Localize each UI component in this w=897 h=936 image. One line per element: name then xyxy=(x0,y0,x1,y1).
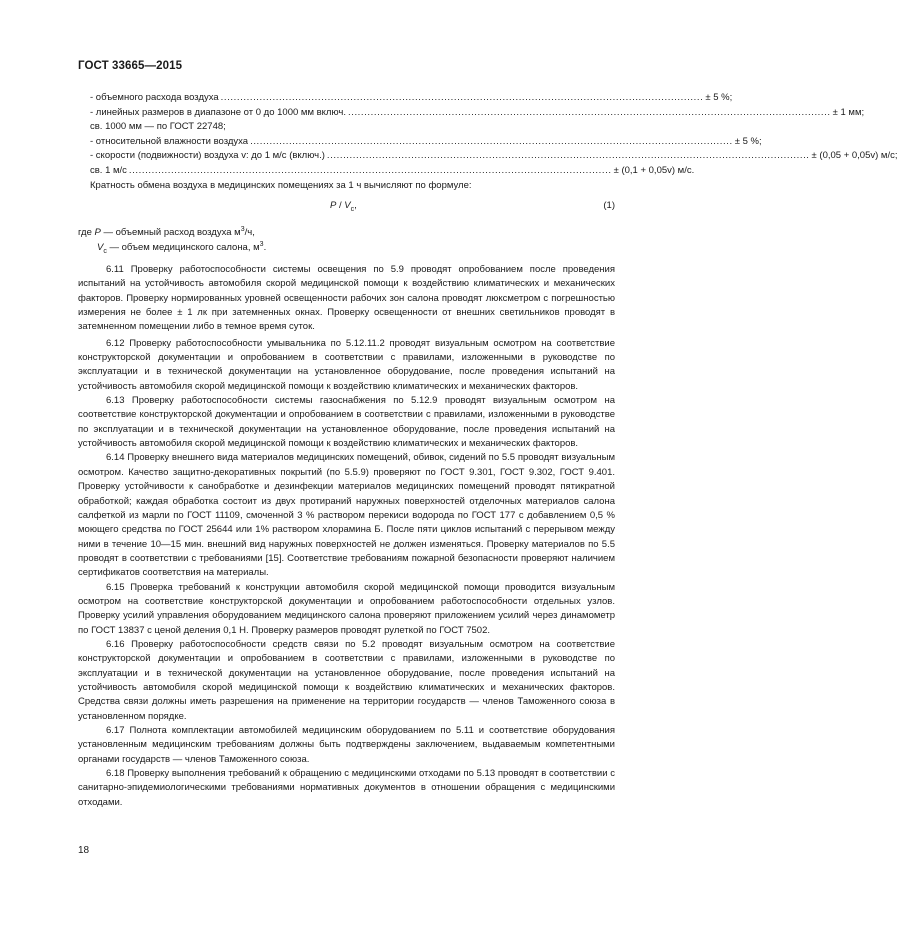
error-item: - линейных размеров в диапазоне от 0 до 1000 мм включ. ..................................................................................................................................................... ± 1 мм; xyxy=(90,106,563,121)
error-item: - скорости (подвижности) воздуха v: до 1 м/с (включ.) ..................................................................................................................................................... ± (0,05 + 0,05v) м/с; xyxy=(90,149,563,164)
legend-p: где P — объемный расход воздуха $м^3/ч$, xyxy=(78,225,255,238)
formula-expression: P / $V_c$, xyxy=(330,200,357,213)
paragraph-6-17: 6.17 Полнота комплектации автомобилей медицинским оборудованием по 5.11 и соответствие оборудования установленным медицинским требованиям должны быть подтверждены заключением, выдаваемым компетентными органами государств — членов Таможенного союза. xyxy=(78,725,615,765)
dot-leader: ..................................................................................................................................................... xyxy=(326,150,810,162)
paragraph-6-15: 6.15 Проверка требований к конструкции автомобиля скорой медицинской помощи проводится визуальным осмотром на соответствие конструкторской документации и опробованием работоспособности отдельных узлов. Проверку усилий управления оборудованием медицинского салона проверяют приложением усилий через динамометр по ГОСТ 13837 с ценой деления 0,1 Н. Проверку размеров проводят рулеткой по ГОСТ 7502. xyxy=(78,581,615,636)
error-item: св. 1 м/с ..................................................................................................................................................... ± (0,1 + 0,05v) м/с. xyxy=(90,164,563,179)
error-item: - объемного расхода воздуха ..................................................................................................................................................... ± 5 %; xyxy=(90,91,563,106)
document-body xyxy=(78,263,615,810)
formula-legend xyxy=(78,226,266,255)
dot-leader: ..................................................................................................................................................... xyxy=(220,92,704,103)
document-header: ГОСТ 33665—2015 xyxy=(78,60,183,72)
paragraph-6-16: 6.16 Проверку работоспособности средств связи по 5.2 проводят визуальным осмотром на соответствие конструкторской документации и опробованием в соответствии с правилами, изложенными в руководстве по эксплуатации и в технической документации на установленное оборудование, после проведения испытаний на устойчивость автомобиля скорой медицинской помощи к воздействию климатических и механических факторов. Средства связи должны иметь разрешения на применение на территории государств — членов Таможенного союза в установленном порядке. xyxy=(78,638,615,722)
paragraph-6-12: 6.12 Проверку работоспособности умывальника по 5.12.11.2 проводят визуальным осмотром на соответствие конструкторской документации и опробованием в соответствии с правилами, изложенными в руководстве по эксплуатации и в технической документации на установленное оборудование, после проведения испытаний на устойчивость автомобиля скорой медицинской помощи к воздействию климатических и механических факторов. xyxy=(78,337,615,392)
paragraph-6-11: 6.11 Проверку работоспособности системы освещения по 5.9 проводят опробованием после проведения испытаний на устойчивость автомобиля скорой медицинской помощи к воздействию климатических и механических факторов. Проверку нормированных уровней освещенности рабочих зон салона проводят люксметром с погрешностью измерения не более ± 1 лк при затемненных окнах. Проверку освещенности от внешних светильников проводят в затемненном помещении либо в темное время суток. xyxy=(78,264,615,333)
error-item: св. 1000 мм — по ГОСТ 22748; xyxy=(90,121,226,133)
dot-leader: ..................................................................................................................................................... xyxy=(128,164,612,176)
dot-leader: ..................................................................................................................................................... xyxy=(250,135,733,147)
error-item: - относительной влажности воздуха ..................................................................................................................................................... ± 5 %; xyxy=(90,135,563,150)
formula-intro: Кратность обмена воздуха в медицинских помещениях за 1 ч вычисляют по формуле: xyxy=(90,179,472,191)
measurement-errors-list xyxy=(90,91,897,193)
legend-v: $V_c$ — объем медицинского салона, $м^3$. xyxy=(97,240,267,255)
paragraph-6-18: 6.18 Проверку выполнения требований к обращению с медицинскими отходами по 5.13 проводят в соответствии с санитарно-эпидемиологическими требованиями нормативных документов в отношении обращения с медицинскими отходами. xyxy=(78,768,615,808)
paragraph-6-13: 6.13 Проверку работоспособности системы газоснабжения по 5.12.9 проводят визуальным осмотром на соответствие конструкторской документации и опробованием в соответствии с правилами, изложенными в руководстве по эксплуатации и в технической документации на установленное оборудование, после проведения испытаний на устойчивость автомобиля скорой медицинской помощи к воздействию климатических и механических факторов. xyxy=(78,395,615,450)
paragraph-6-14: 6.14 Проверку внешнего вида материалов медицинских помещений, обивок, сидений по 5.5 проводят визуальным осмотром. Качество защитно-декоративных покрытий (по 5.5.9) проверяют по ГОСТ 9.301, ГОСТ 9.302, ГОСТ 9.401. Проверку устойчивости к санобработке и дезинфекции материалов медицинских помещений проводят пятикратной обработкой; каждая обработка состоит из двух протираний наружных поверхностей отделочных материалов салона салфеткой из марли по ГОСТ 11109, смоченной 3 % раствором перекиси водорода по ГОСТ 177 с добавлением 0,5 % моющего средства по ГОСТ 25644 или 1% раствором хлорамина Б. После пяти циклов испытаний с перерывом между ними в течение 10—15 мин. внешний вид наружных поверхностей не должен изменяться. Проверку материалов по 5.5 проводят в соответствии с требованиями [15]. Соответствие требованиям пожарной безопасности проверяют наличием сертификатов соответствия на материалы. xyxy=(78,452,615,579)
page-number: 18 xyxy=(78,845,90,856)
formula-number: (1) xyxy=(603,200,615,211)
dot-leader: ..................................................................................................................................................... xyxy=(347,106,831,118)
formula-1 xyxy=(90,200,615,216)
